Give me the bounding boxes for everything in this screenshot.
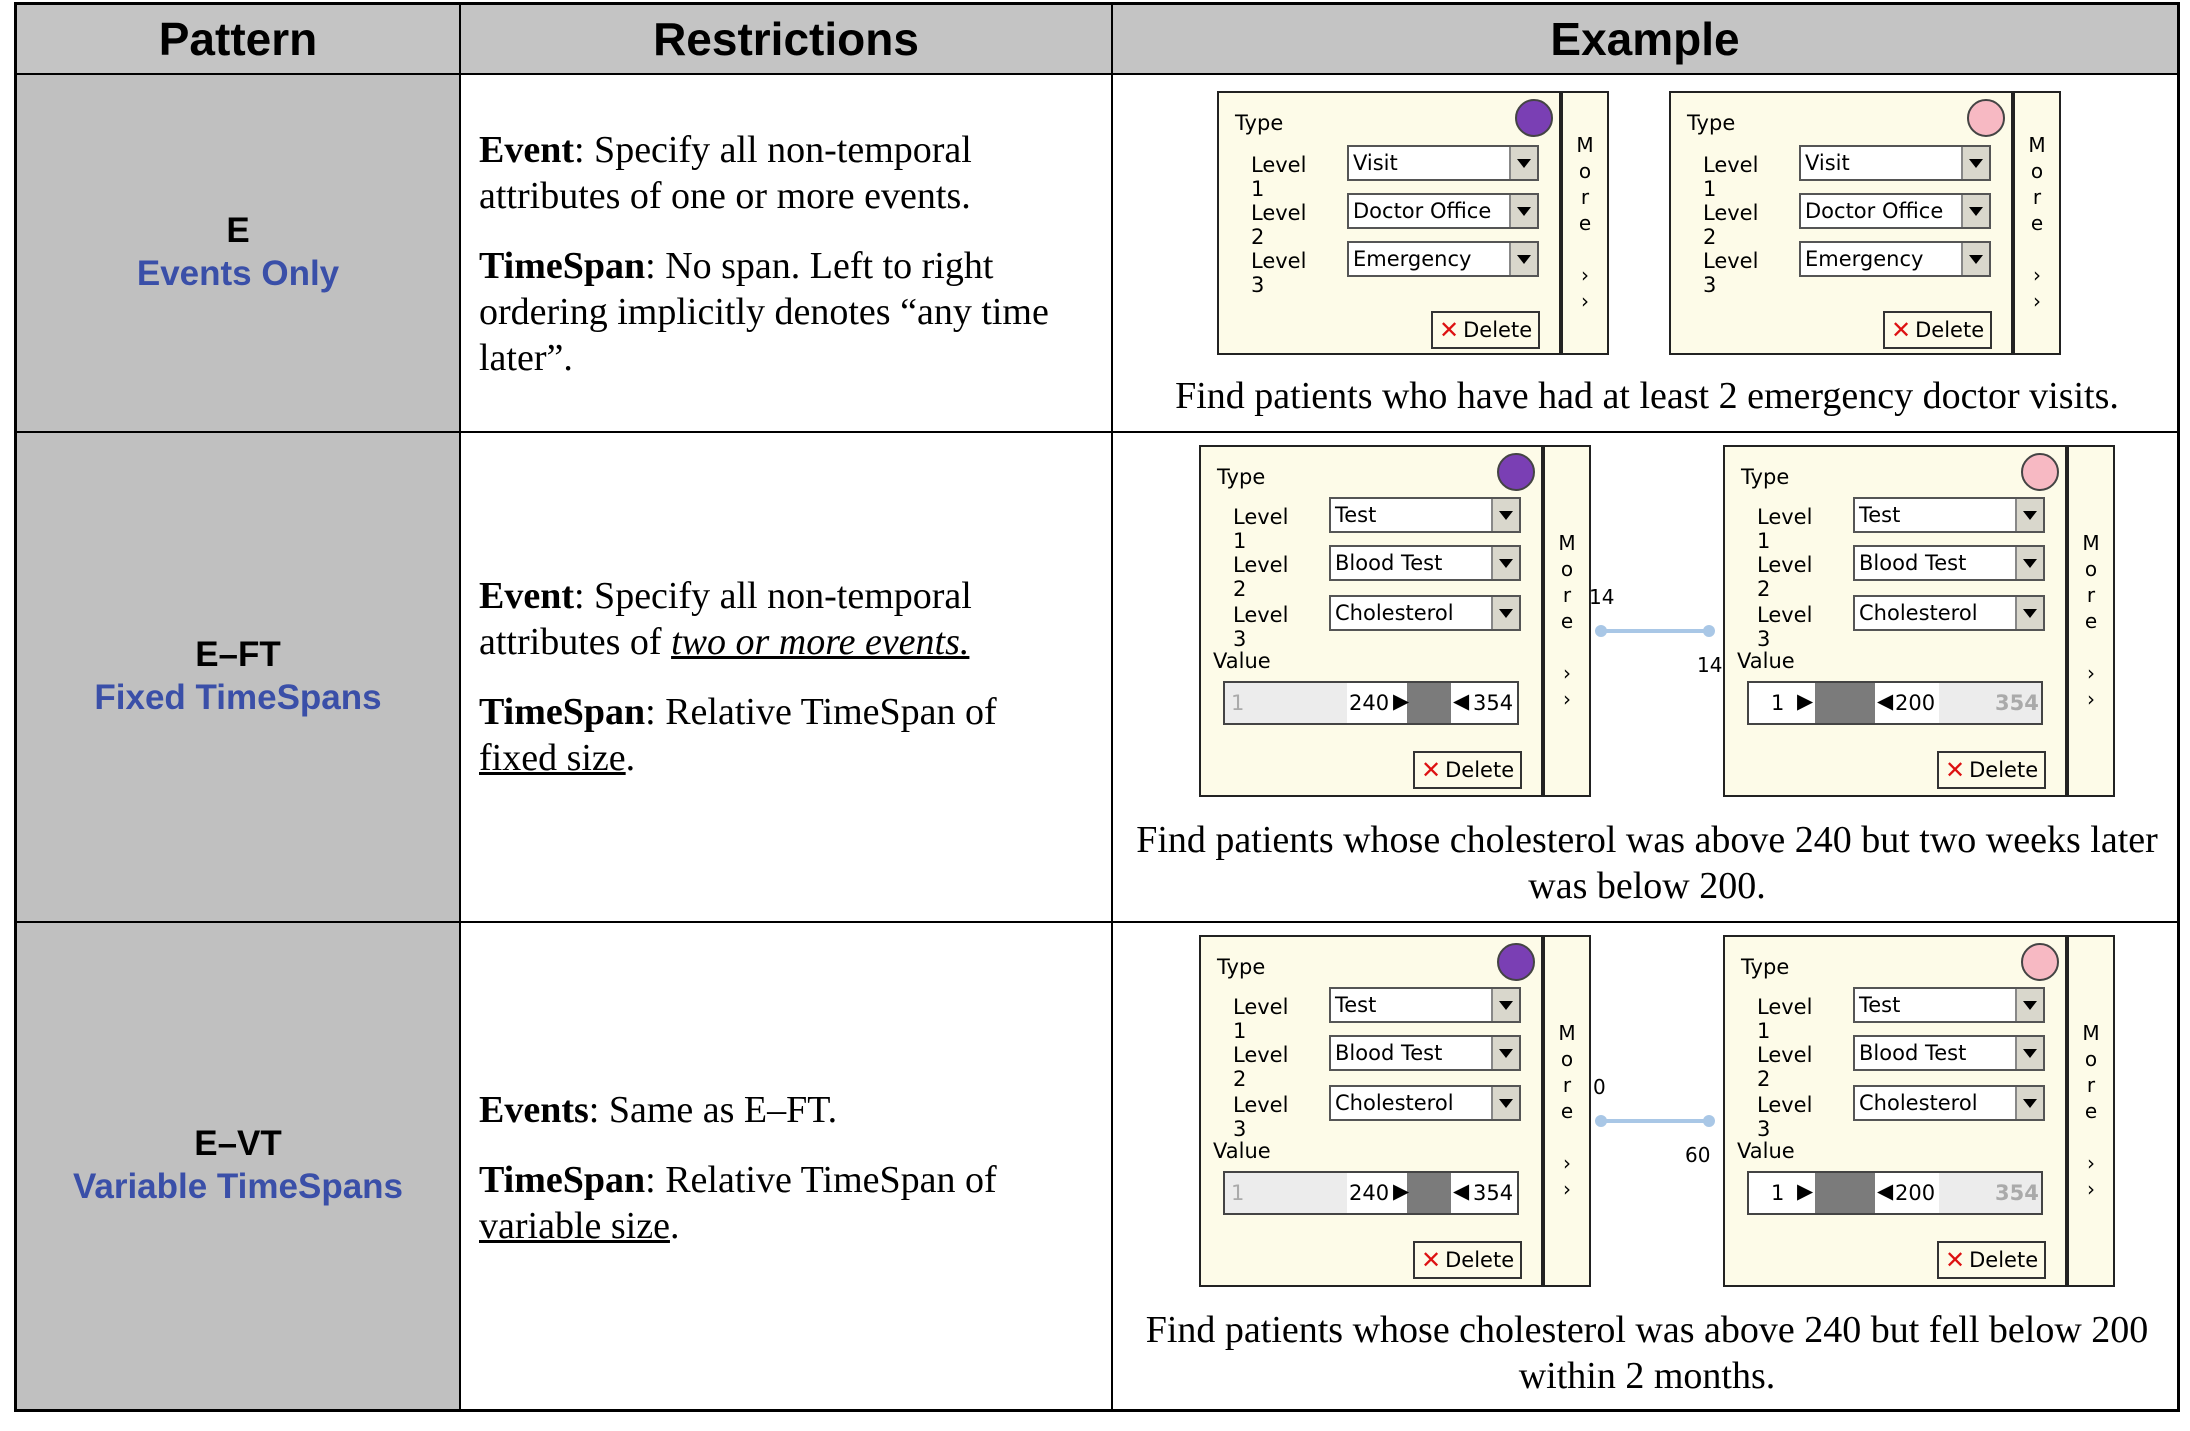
value-slider[interactable]: 1 ▶ ◀ 200 354 xyxy=(1747,1171,2043,1215)
close-icon: ✕ xyxy=(1439,316,1460,344)
chevron-down-icon[interactable] xyxy=(2015,1087,2043,1119)
more-button[interactable]: M o r e › › xyxy=(2067,445,2115,797)
level1-dropdown[interactable]: Test xyxy=(1329,987,1521,1023)
chevron-down-icon[interactable] xyxy=(2015,1037,2043,1069)
restrictions-evt: Events: Same as E–FT. TimeSpan: Relative TimeSpan of variable size. xyxy=(479,1089,997,1247)
level2-label: Level 2 xyxy=(1703,201,1759,249)
level1-dropdown[interactable]: Visit xyxy=(1799,145,1991,181)
chevron-down-icon[interactable] xyxy=(1961,243,1989,275)
level1-dropdown[interactable]: Test xyxy=(1853,987,2045,1023)
level3-dropdown[interactable]: Cholesterol xyxy=(1329,1085,1521,1121)
type-label: Type xyxy=(1687,111,1736,135)
caption-evt: Find patients whose cholesterol was above 240 but fell below 200 within 2 months. xyxy=(1145,1309,2149,1397)
level3-dropdown[interactable]: Emergency xyxy=(1347,241,1539,277)
close-icon: ✕ xyxy=(1421,756,1442,784)
delete-button[interactable]: ✕ Delete xyxy=(1413,1241,1522,1279)
level1-label: Level 1 xyxy=(1703,153,1759,201)
chevron-down-icon[interactable] xyxy=(2015,547,2043,579)
chevron-down-icon[interactable] xyxy=(2015,989,2043,1021)
chevron-down-icon[interactable] xyxy=(1491,499,1519,531)
chevron-down-icon[interactable] xyxy=(1509,195,1537,227)
value-label: Value xyxy=(1213,1139,1271,1163)
level1-label: Level 1 xyxy=(1757,995,1813,1043)
level1-dropdown[interactable]: Test xyxy=(1329,497,1521,533)
value-label: Value xyxy=(1737,649,1795,673)
type-label: Type xyxy=(1235,111,1284,135)
pattern-cell-e xyxy=(17,75,459,431)
divider xyxy=(459,5,461,1409)
type-label: Type xyxy=(1741,465,1790,489)
level3-label: Level 3 xyxy=(1757,603,1813,651)
more-button[interactable]: M o r e › › xyxy=(2067,935,2115,1287)
patterns-table xyxy=(14,2,2180,1412)
value-slider[interactable]: 1 ▶ ◀ 200 354 xyxy=(1747,681,2043,725)
level1-label: Level 1 xyxy=(1233,505,1289,553)
header-restrictions: Restrictions xyxy=(461,5,1111,73)
pattern-cell-eft xyxy=(17,433,459,921)
level1-dropdown[interactable]: Visit xyxy=(1347,145,1539,181)
timespan-connector[interactable] xyxy=(1599,629,1711,633)
span-top-label: 0 xyxy=(1593,1075,1606,1099)
restrictions-eft: Event: Specify all non-temporal attributes of two or more events. TimeSpan: Relative TimeSpan of fixed size. xyxy=(479,575,997,779)
color-circle-icon[interactable] xyxy=(1497,453,1535,491)
level3-label: Level 3 xyxy=(1233,1093,1289,1141)
more-button[interactable]: M o r e › › xyxy=(1561,91,1609,355)
type-label: Type xyxy=(1217,465,1266,489)
pattern-name: Fixed TimeSpans xyxy=(94,678,382,717)
restrictions-e: Event: Specify all non-temporal attributes of one or more events. TimeSpan: No span. Left to right ordering implicitly denotes “any time later”. xyxy=(479,129,1049,379)
timespan-connector[interactable] xyxy=(1599,1119,1711,1123)
more-button[interactable]: M o r e › › xyxy=(2013,91,2061,355)
delete-button[interactable]: ✕ Delete xyxy=(1937,751,2046,789)
divider xyxy=(1111,5,1113,1409)
chevron-down-icon[interactable] xyxy=(1491,547,1519,579)
pattern-name: Events Only xyxy=(136,254,340,293)
color-circle-icon[interactable] xyxy=(1497,943,1535,981)
chevron-down-icon[interactable] xyxy=(1961,147,1989,179)
pattern-name: Variable TimeSpans xyxy=(72,1167,404,1206)
level2-label: Level 2 xyxy=(1233,1043,1289,1091)
close-icon: ✕ xyxy=(1945,1246,1966,1274)
pattern-code: E xyxy=(226,211,250,250)
level1-dropdown[interactable]: Test xyxy=(1853,497,2045,533)
value-slider[interactable]: 1 240 ▶ ◀ 354 xyxy=(1223,1171,1519,1215)
level3-label: Level 3 xyxy=(1233,603,1289,651)
caption-eft: Find patients whose cholesterol was above 240 but two weeks later was below 200. xyxy=(1136,819,2158,907)
chevron-down-icon[interactable] xyxy=(1491,989,1519,1021)
delete-button[interactable]: ✕ Delete xyxy=(1413,751,1522,789)
more-button[interactable]: M o r e › › xyxy=(1543,445,1591,797)
close-icon: ✕ xyxy=(1421,1246,1442,1274)
level3-label: Level 3 xyxy=(1757,1093,1813,1141)
color-circle-icon[interactable] xyxy=(1967,99,2005,137)
level3-label: Level 3 xyxy=(1251,249,1307,297)
header-pattern: Pattern xyxy=(17,5,459,73)
level3-label: Level 3 xyxy=(1703,249,1759,297)
color-circle-icon[interactable] xyxy=(2021,453,2059,491)
divider xyxy=(17,921,2177,923)
span-bottom-label: 60 xyxy=(1685,1143,1711,1167)
span-top-label: 14 xyxy=(1589,585,1615,609)
chevron-down-icon[interactable] xyxy=(1491,1037,1519,1069)
level2-dropdown[interactable]: Doctor Office xyxy=(1347,193,1539,229)
level2-label: Level 2 xyxy=(1757,553,1813,601)
chevron-down-icon[interactable] xyxy=(1509,147,1537,179)
level3-dropdown[interactable]: Cholesterol xyxy=(1853,1085,2045,1121)
value-label: Value xyxy=(1737,1139,1795,1163)
level1-label: Level 1 xyxy=(1233,995,1289,1043)
close-icon: ✕ xyxy=(1945,756,1966,784)
value-label: Value xyxy=(1213,649,1271,673)
type-label: Type xyxy=(1741,955,1790,979)
delete-button[interactable]: ✕ Delete xyxy=(1937,1241,2046,1279)
value-slider[interactable]: 1 240 ▶ ◀ 354 xyxy=(1223,681,1519,725)
header-example: Example xyxy=(1113,5,2177,73)
chevron-down-icon[interactable] xyxy=(2015,499,2043,531)
more-button[interactable]: M o r e › › xyxy=(1543,935,1591,1287)
close-icon: ✕ xyxy=(1891,316,1912,344)
level2-dropdown[interactable]: Doctor Office xyxy=(1799,193,1991,229)
color-circle-icon[interactable] xyxy=(1515,99,1553,137)
level2-dropdown[interactable]: Blood Test xyxy=(1853,545,2045,581)
level2-dropdown[interactable]: Blood Test xyxy=(1329,545,1521,581)
level2-label: Level 2 xyxy=(1757,1043,1813,1091)
delete-button[interactable]: ✕ Delete xyxy=(1883,311,1992,349)
color-circle-icon[interactable] xyxy=(2021,943,2059,981)
pattern-cell-evt xyxy=(17,923,459,1409)
level3-dropdown[interactable]: Emergency xyxy=(1799,241,1991,277)
chevron-down-icon[interactable] xyxy=(1509,243,1537,275)
chevron-down-icon[interactable] xyxy=(2015,597,2043,629)
caption-e: Find patients who have had at least 2 emergency doctor visits. xyxy=(1175,375,2119,417)
chevron-down-icon[interactable] xyxy=(1491,1087,1519,1119)
chevron-down-icon[interactable] xyxy=(1491,597,1519,629)
level1-label: Level 1 xyxy=(1757,505,1813,553)
divider xyxy=(17,431,2177,433)
level2-label: Level 2 xyxy=(1251,201,1307,249)
span-bottom-label: 14 xyxy=(1697,653,1723,677)
delete-button[interactable]: ✕ Delete xyxy=(1431,311,1540,349)
level1-label: Level 1 xyxy=(1251,153,1307,201)
level2-dropdown[interactable]: Blood Test xyxy=(1853,1035,2045,1071)
pattern-code: E–VT xyxy=(194,1124,282,1163)
level2-label: Level 2 xyxy=(1233,553,1289,601)
chevron-down-icon[interactable] xyxy=(1961,195,1989,227)
level3-dropdown[interactable]: Cholesterol xyxy=(1329,595,1521,631)
divider xyxy=(17,73,2177,75)
pattern-code: E–FT xyxy=(195,635,281,674)
level3-dropdown[interactable]: Cholesterol xyxy=(1853,595,2045,631)
type-label: Type xyxy=(1217,955,1266,979)
level2-dropdown[interactable]: Blood Test xyxy=(1329,1035,1521,1071)
